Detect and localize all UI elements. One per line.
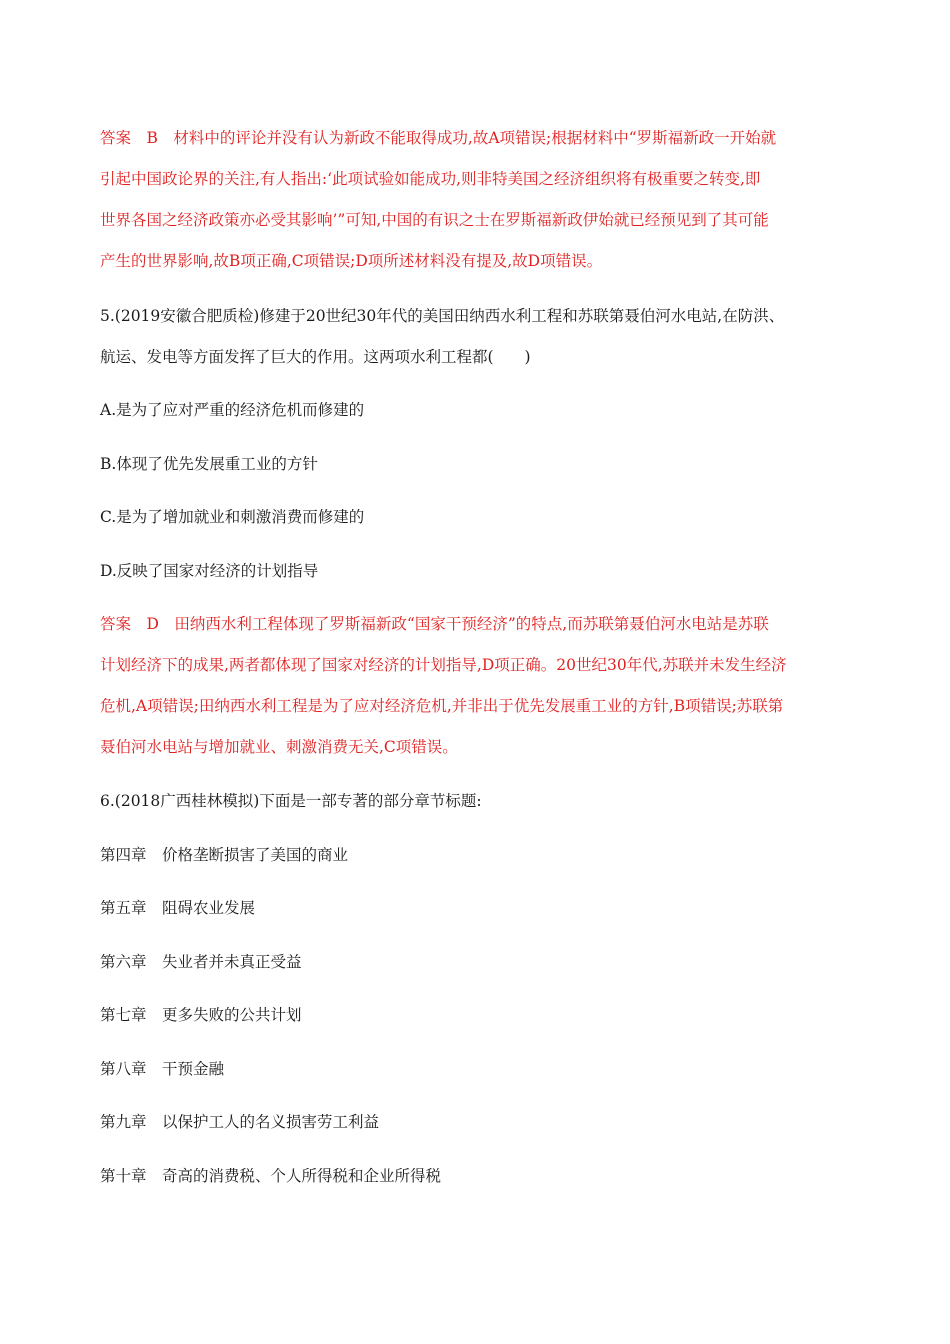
answer5-line-1: 答案 D 田纳西水利工程体现了罗斯福新政“国家干预经济”的特点,而苏联第聂伯河水电站是苏联 bbox=[100, 615, 769, 633]
chapter-title-7: 第七章 更多失败的公共计划 bbox=[100, 1006, 302, 1024]
answer5-line-3: 危机,A项错误;田纳西水利工程是为了应对经济危机,并非出于优先发展重工业的方针,B项错误;苏联第 bbox=[100, 697, 784, 715]
chapter-title-4: 第四章 价格垄断损害了美国的商业 bbox=[100, 846, 349, 864]
question5-option-d: D.反映了国家对经济的计划指导 bbox=[100, 562, 319, 580]
question5-option-a: A.是为了应对严重的经济危机而修建的 bbox=[100, 401, 365, 419]
answer5-line-4: 聂伯河水电站与增加就业、刺激消费无关,C项错误。 bbox=[100, 738, 458, 756]
question5-option-b: B.体现了优先发展重工业的方针 bbox=[100, 455, 318, 473]
chapter-title-6: 第六章 失业者并未真正受益 bbox=[100, 953, 302, 971]
question5-option-c: C.是为了增加就业和刺激消费而修建的 bbox=[100, 508, 365, 526]
answer4-line-1: 答案 B 材料中的评论并没有认为新政不能取得成功,故A项错误;根据材料中“罗斯福新政一开始就 bbox=[100, 129, 777, 147]
answer4-line-2: 引起中国政论界的关注,有人指出:‘此项试验如能成功,则非特美国之经济组织将有极重要之转变,即 bbox=[100, 170, 761, 188]
answer4-line-3: 世界各国之经济政策亦必受其影响’”可知,中国的有识之士在罗斯福新政伊始就已经预见到了其可能 bbox=[100, 211, 769, 229]
question5-stem-line-1: 5.(2019安徽合肥质检)修建于20世纪30年代的美国田纳西水利工程和苏联第聂伯河水电站,在防洪、 bbox=[100, 307, 785, 325]
chapter-title-9: 第九章 以保护工人的名义损害劳工利益 bbox=[100, 1113, 380, 1131]
answer5-line-2: 计划经济下的成果,两者都体现了国家对经济的计划指导,D项正确。20世纪30年代,苏联并未发生经济 bbox=[100, 656, 787, 674]
question6-stem: 6.(2018广西桂林模拟)下面是一部专著的部分章节标题: bbox=[100, 792, 482, 810]
answer4-line-4: 产生的世界影响,故B项正确,C项错误;D项所述材料没有提及,故D项错误。 bbox=[100, 252, 603, 270]
chapter-title-8: 第八章 干预金融 bbox=[100, 1060, 225, 1078]
chapter-title-10: 第十章 奇高的消费税、个人所得税和企业所得税 bbox=[100, 1167, 442, 1185]
chapter-title-5: 第五章 阻碍农业发展 bbox=[100, 899, 256, 917]
question5-stem-line-2: 航运、发电等方面发挥了巨大的作用。这两项水利工程都( ) bbox=[100, 348, 531, 366]
